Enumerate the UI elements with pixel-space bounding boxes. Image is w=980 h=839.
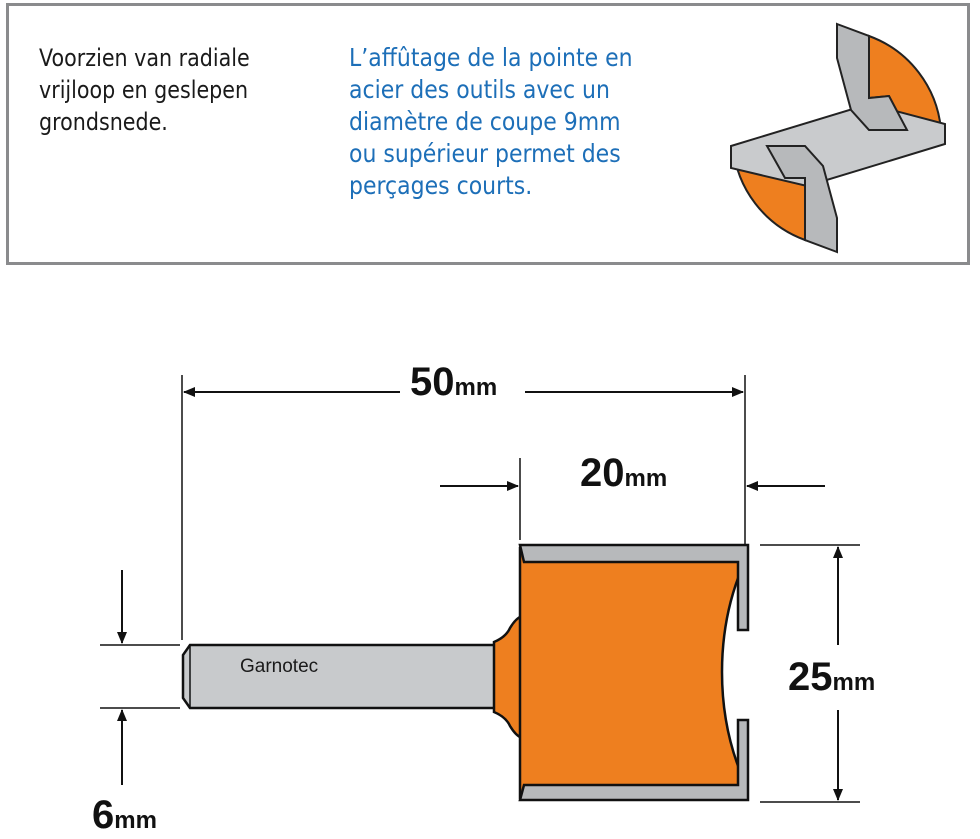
cutter-neck bbox=[494, 616, 522, 738]
shank bbox=[183, 645, 496, 708]
dutch-description: Voorzien van radiale vrijloop en geslepen grondsnede. bbox=[39, 44, 250, 136]
info-box bbox=[6, 3, 970, 265]
dim-cutting-diameter: 25mm bbox=[788, 655, 876, 699]
cutter-body bbox=[520, 548, 742, 798]
dim-total-length: 50mm bbox=[410, 360, 498, 404]
bit-tip-icon bbox=[719, 18, 955, 258]
dim-shank-diameter: 6mm bbox=[92, 793, 157, 837]
technical-drawing bbox=[0, 280, 980, 839]
brand-label: Garnotec bbox=[240, 656, 319, 677]
dim-cutting-length: 20mm bbox=[580, 451, 668, 495]
french-description: L’affûtage de la pointe en acier des outils avec un diamètre de coupe 9mm ou supérieur permet des perçages courts. bbox=[349, 43, 633, 200]
